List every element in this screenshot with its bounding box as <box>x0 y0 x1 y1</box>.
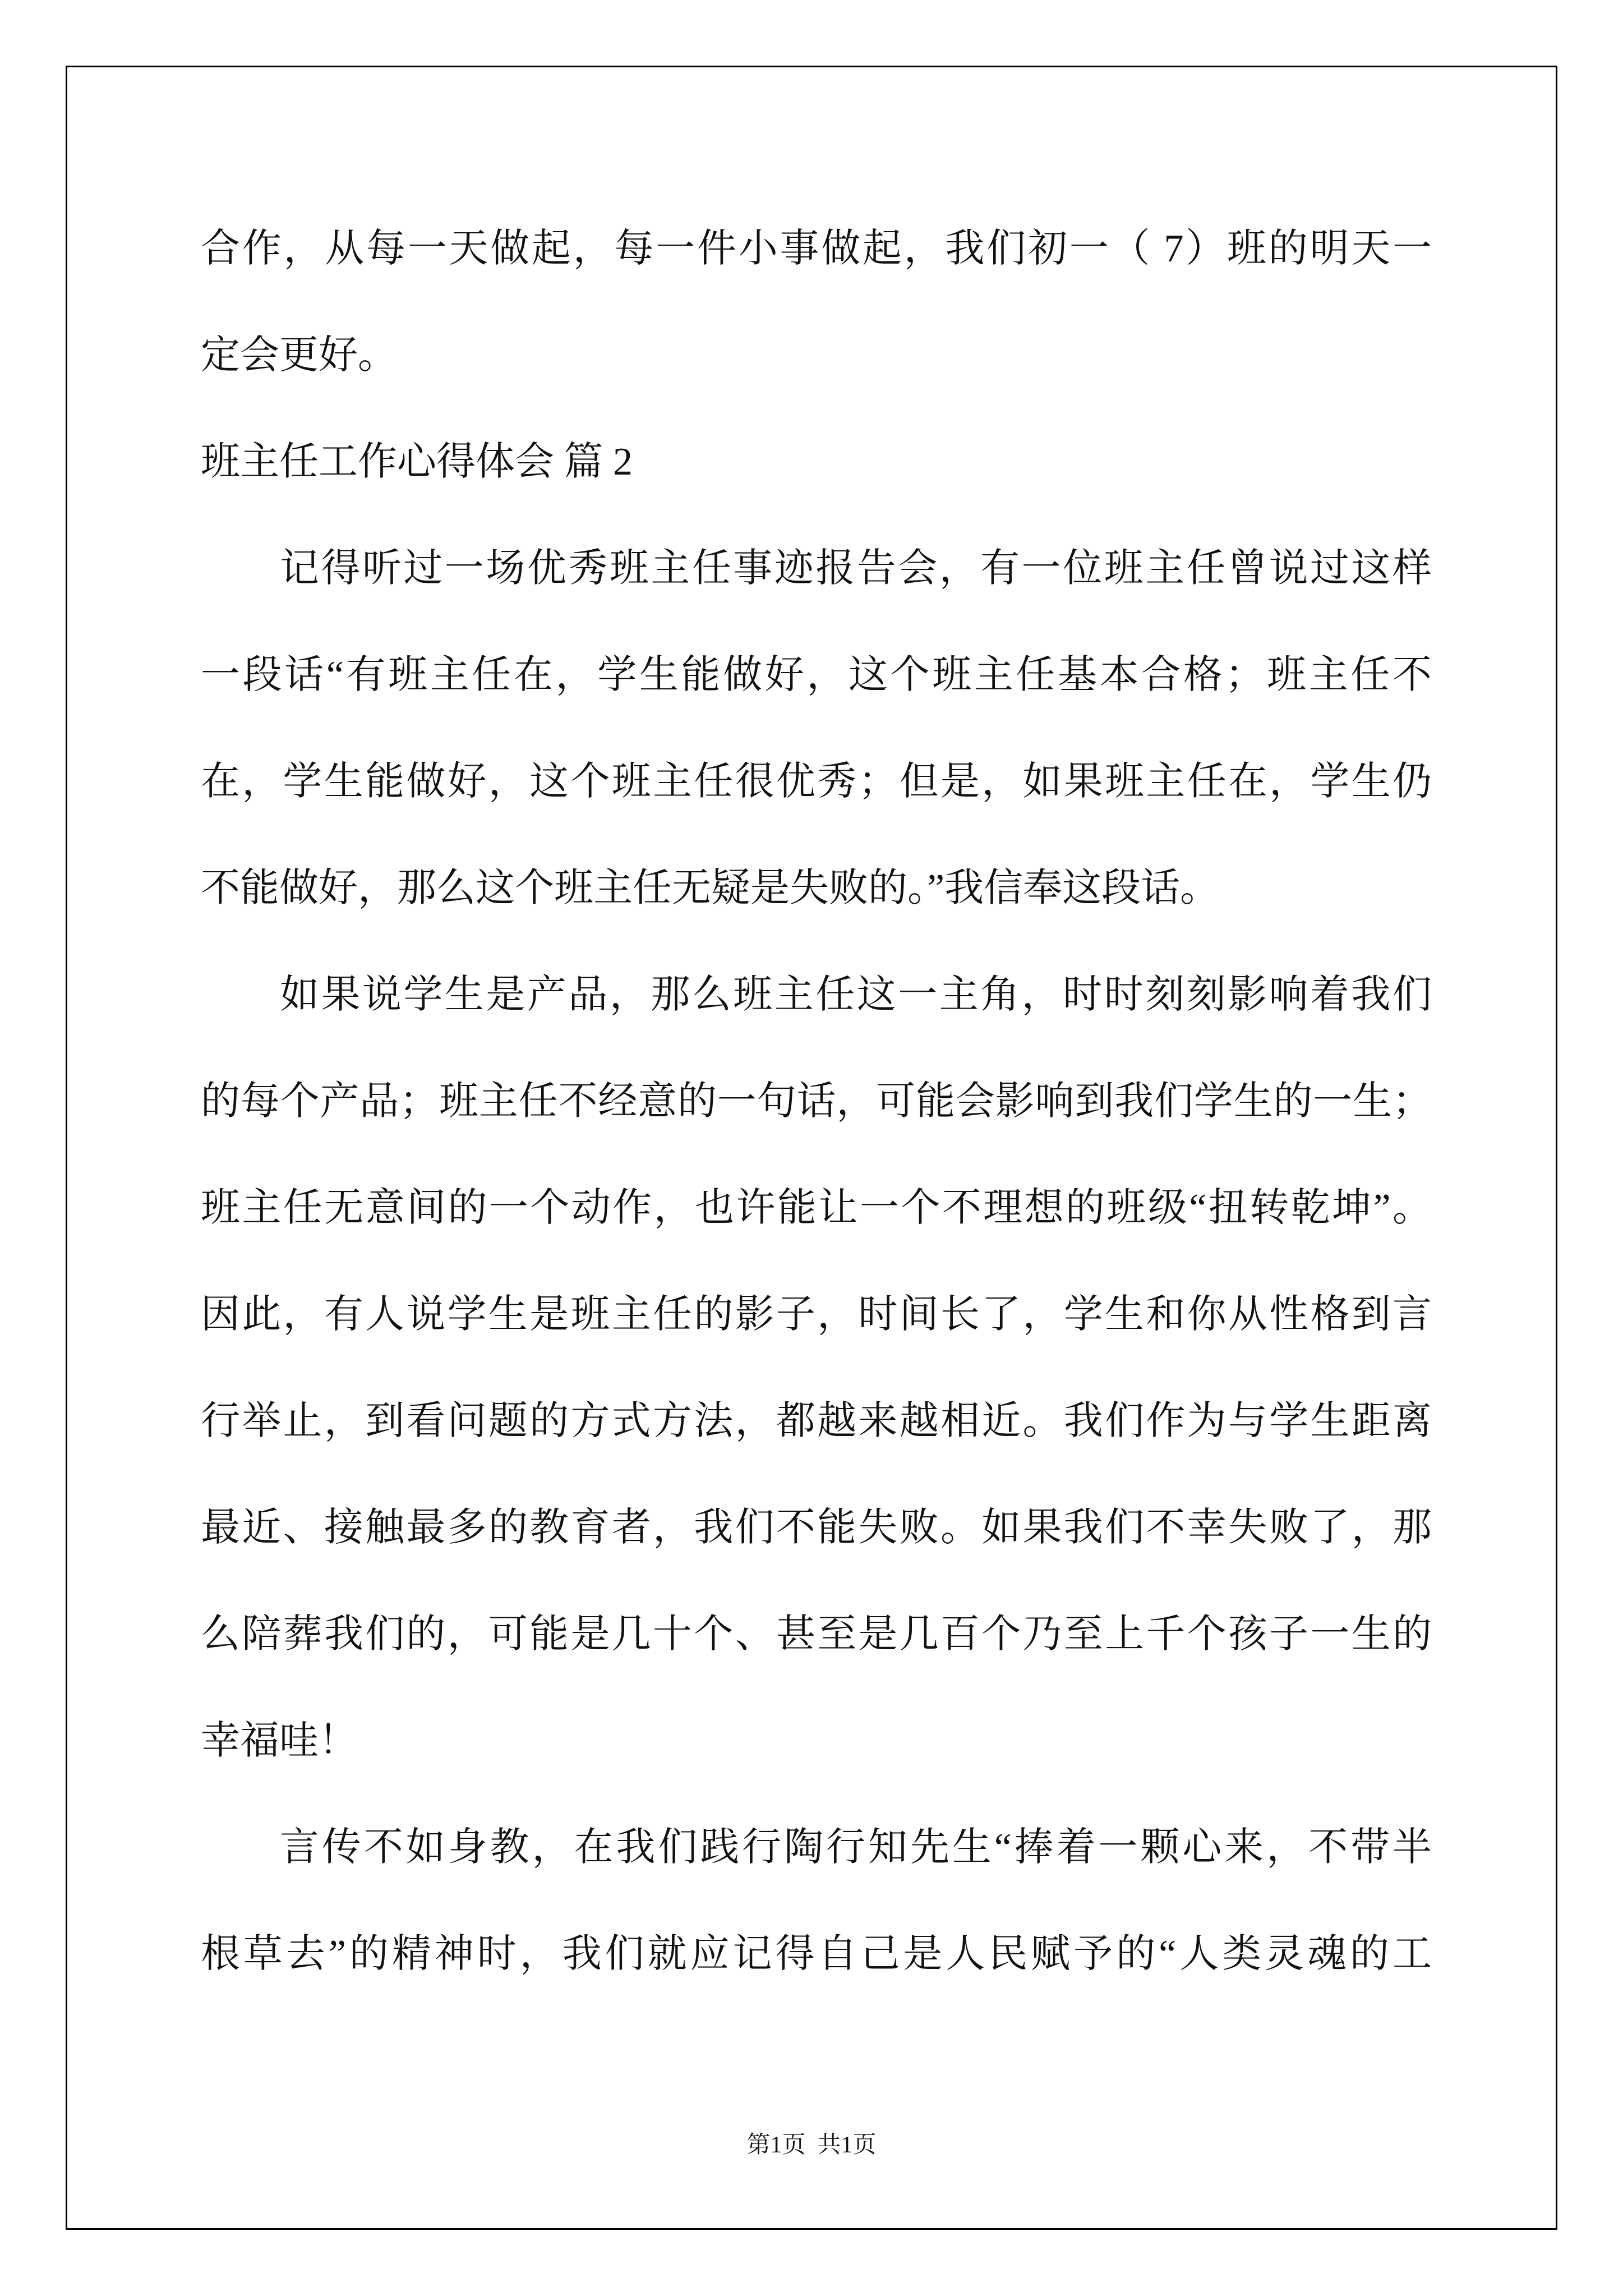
paragraph <box>201 196 1432 409</box>
paragraph-line: 定会更好。 <box>201 334 397 377</box>
section-heading: 班主任工作心得体会 篇 2 <box>201 440 633 484</box>
paragraph-line: 在，学生能做好，这个班主任很优秀；但是，如果班主任在，学生仍 <box>201 760 1432 803</box>
paragraph-line: 么陪葬我们的，可能是几十个、甚至是几百个乃至上千个孩子一生的 <box>201 1613 1432 1656</box>
paragraph-line: 合作，从每一天做起，每一件小事做起，我们初一（ 7）班的明天一 <box>201 227 1432 270</box>
paragraph-line: 的每个产品；班主任不经意的一句话，可能会影响到我们学生的一生； <box>201 1080 1432 1123</box>
paragraph <box>201 942 1432 1795</box>
paragraph-line: 行举止，到看问题的方式方法，都越来越相近。我们作为与学生距离 <box>201 1400 1432 1443</box>
paragraph-line: 记得听过一场优秀班主任事迹报告会，有一位班主任曾说过这样 <box>280 547 1432 590</box>
paragraph-line: 因此，有人说学生是班主任的影子，时间长了，学生和你从性格到言 <box>201 1293 1432 1336</box>
paragraph-line: 不能做好，那么这个班主任无疑是失败的。”我信奉这段话。 <box>201 867 1220 910</box>
paragraph-line: 最近、接触最多的教育者，我们不能失败。如果我们不幸失败了，那 <box>201 1506 1432 1549</box>
paragraph-line: 根草去”的精神时，我们就应记得自己是人民赋予的“人类灵魂的工 <box>201 1932 1432 1976</box>
paragraph-line: 班主任无意间的一个动作，也许能让一个不理想的班级“扭转乾坤”。 <box>201 1186 1432 1230</box>
page-footer: 第1页 共1页 <box>746 2132 877 2158</box>
paragraph-line: 一段话“有班主任在，学生能做好，这个班主任基本合格；班主任不 <box>201 654 1432 697</box>
paragraph-line: 幸福哇！ <box>201 1719 358 1763</box>
paragraph-line: 如果说学生是产品，那么班主任这一主角，时时刻刻影响着我们 <box>280 973 1432 1016</box>
paragraph <box>201 1795 1432 2008</box>
paragraph <box>201 516 1432 942</box>
paragraph-line: 言传不如身教，在我们践行陶行知先生“捧着一颗心来，不带半 <box>280 1826 1432 1869</box>
document-body <box>201 196 1432 2008</box>
